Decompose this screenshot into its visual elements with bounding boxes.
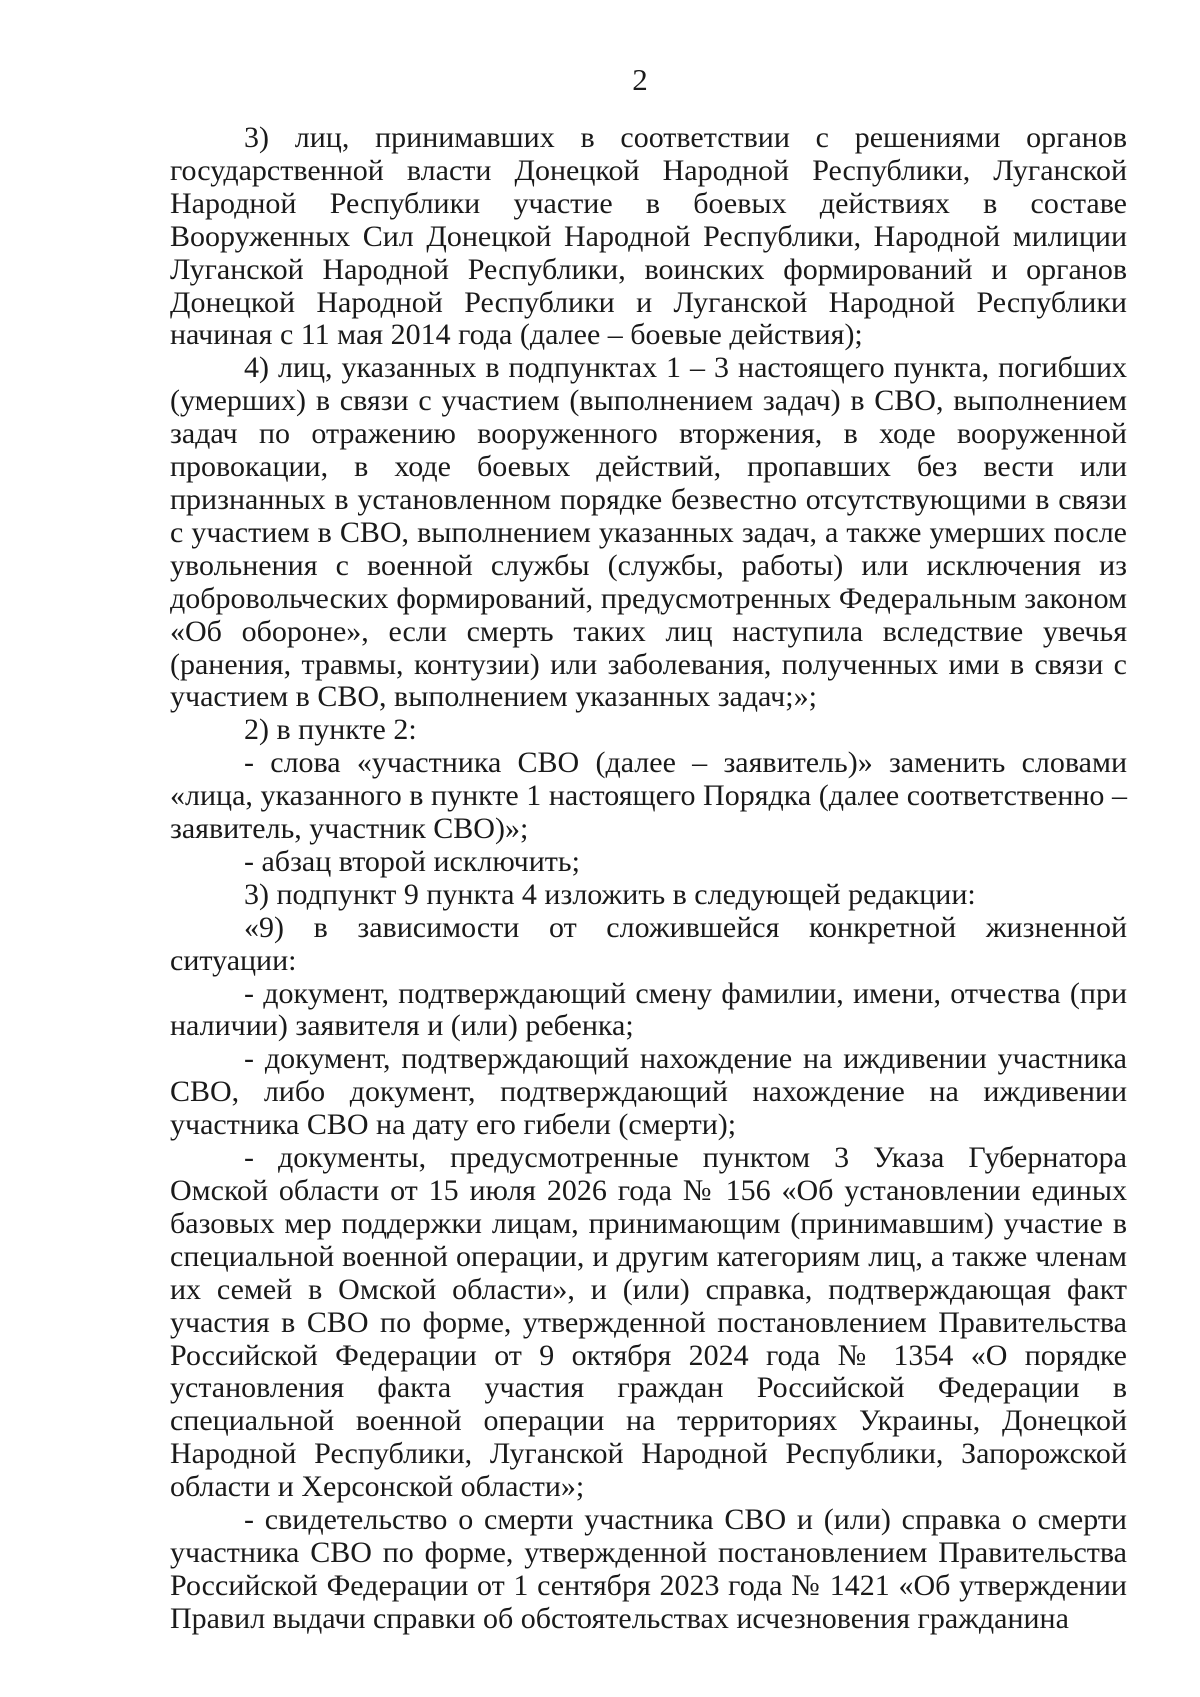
paragraph-amendment-item-2: 2) в пункте 2:	[244, 713, 417, 747]
paragraph-subitem-3-persons: 3) лиц, принимавших в соответствии с решениями органов государственной власти Донецкой Народной Республики, Луганской Народной Республики участие в боевых действиях в составе Вооруженных Сил Донецкой Народной Республики, Народной милиции Луганской Народной Республики, воинских формирований и органов Донецкой Народной Республики и Луганской Народной Республики начиная с 11 мая 2014 года (далее – боевые действия);	[170, 121, 1127, 352]
paragraph-subitem-9-intro: «9) в зависимости от сложившейся конкретной жизненной ситуации:	[170, 910, 1127, 977]
paragraph-subitem-4-persons: 4) лиц, указанных в подпунктах 1 – 3 настоящего пункта, погибших (умерших) в связи с участием (выполнением задач) в СВО, выполнением задач по отражению вооруженного вторжения, в ходе вооруженной провокации, в ходе боевых действий, пропавших без вести или признанных в установленном порядке безвестно отсутствующими в связи с участием в СВО, выполнением указанных задач, а также умерших после увольнения с военной службы (службы, работы) или исключения из добровольческих формирований, предусмотренных Федеральным законом «Об обороне», если смерть таких лиц наступила вследствие увечья (ранения, травмы, контузии) или заболевания, полученных ими в связи с участием в СВО, выполнением указанных задач;»;	[170, 351, 1127, 714]
paragraph-amendment-item-3: 3) подпункт 9 пункта 4 изложить в следующей редакции:	[244, 877, 976, 911]
paragraph-exclude-second: - абзац второй исключить;	[244, 844, 580, 878]
document-body	[170, 122, 1127, 1636]
list-item-participation-documents: - документы, предусмотренные пунктом 3 Указа Губернатора Омской области от 15 июля 2026 года № 156 «Об установлении единых базовых мер поддержки лицам, принимающим (принимавшим) участие в специальной военной операции, и другим категориям лиц, а также членам их семей в Омской области», и (или) справка, подтверждающая факт участия в СВО по форме, утвержденной постановлением Правительства Российской Федерации от 9 октября 2024 года № 1354 «О порядке установления факта участия граждан Российской Федерации в специальной военной операции на территориях Украины, Донецкой Народной Республики, Луганской Народной Республики, Запорожской области и Херсонской области»;	[170, 1141, 1127, 1504]
page-number: 2	[632, 62, 648, 97]
paragraph-replace-words: - слова «участника СВО (далее – заявитель)» заменить словами «лица, указанного в пункте 1 настоящего Порядка (далее соответственно – заявитель, участник СВО)»;	[170, 746, 1127, 846]
list-item-name-change-document: - документ, подтверждающий смену фамилии, имени, отчества (при наличии) заявителя и (или) ребенка;	[170, 976, 1127, 1043]
list-item-death-certificate: - свидетельство о смерти участника СВО и (или) справка о смерти участника СВО по форме, утвержденной постановлением Правительства Российской Федерации от 1 сентября 2023 года № 1421 «Об утверждении Правил выдачи справки об обстоятельствах исчезновения гражданина	[170, 1503, 1127, 1635]
list-item-dependency-document: - документ, подтверждающий нахождение на иждивении участника СВО, либо документ, подтверждающий нахождение на иждивении участника СВО на дату его гибели (смерти);	[170, 1042, 1127, 1142]
